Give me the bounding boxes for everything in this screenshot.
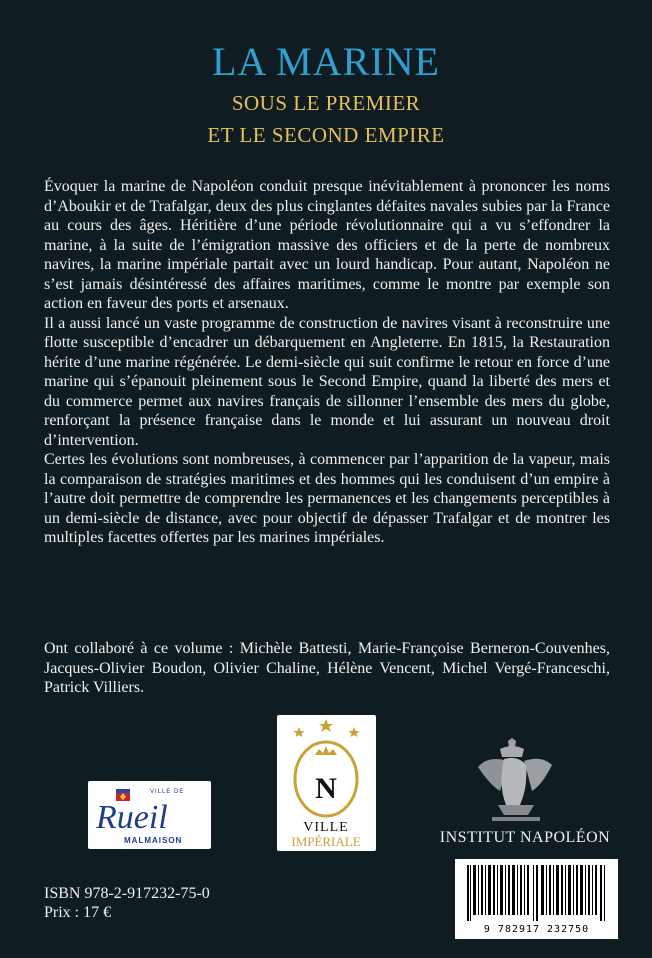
blurb-paragraph-3: Certes les évolutions sont nombreuses, à commencer par l’apparition de la vapeur, mais la comparaison de stratégies maritimes et des hommes qui les conduisent d’un empire à l’autre doit permettre de comprendre les permanences et les changements perceptibles à un demi-siècle de distance, avec pour objectif de dépasser Trafalgar et de montrer les multiples facettes offertes par les marines impériales.: [44, 451, 610, 546]
rueil-malmaison-logo: [88, 781, 211, 849]
barcode-bars-icon: [455, 859, 618, 925]
ville-imperiale-logo: [277, 715, 376, 851]
page-subtitle-2: ET LE SECOND EMPIRE: [207, 123, 445, 147]
barcode-number: 9 782917 232750: [483, 924, 590, 935]
barcode: [455, 859, 618, 939]
blurb: [44, 177, 610, 548]
ville-line1: VILLE: [303, 820, 349, 835]
rueil-main-text: Rueil: [96, 799, 168, 836]
blurb-paragraph-1: Évoquer la marine de Napoléon conduit presque inévitablement à prononcer les noms d’Aboukir et de Trafalgar, deux des plus cinglantes défaites navales subies par la France au cours des âges. Héritière d’une période révolutionnaire qui a vu s’effondrer la marine, à la suite de l’émigration massive des officiers et de la perte de nombreux navires, la marine impériale partait avec un lourd handicap. Pour autant, Napoléon ne s’est jamais désintéressé des affaires maritimes, comme le montre par exemple son action en faveur des ports et arsenaux.: [44, 178, 610, 312]
ville-line2: IMPÉRIALE: [291, 834, 361, 849]
institut-napoleon-label: INSTITUT NAPOLÉON: [439, 829, 611, 846]
collaborators-text: Ont collaboré à ce volume : Michèle Battesti, Marie-Françoise Berneron-Couvenhes, Jacques-Olivier Boudon, Olivier Chaline, Hélène Vencent, Michel Vergé-Franceschi, Patrick Villiers.: [44, 640, 610, 696]
rueil-sub-text: MALMAISON: [124, 836, 183, 845]
star-icon: [319, 719, 333, 732]
price-text: Prix : 17 €: [44, 904, 112, 921]
isbn-text: ISBN 978-2-917232-75-0: [44, 885, 210, 902]
isbn-block: [44, 884, 210, 922]
ville-letter: N: [315, 772, 337, 805]
page-title: LA MARINE: [212, 39, 440, 84]
blurb-paragraph-2: Il a aussi lancé un vaste programme de construction de navires visant à reconstruire une flotte susceptible d’encadrer un débarquement en Angleterre. En 1815, la Restauration hérite d’une marine régénérée. Le demi-siècle qui suit confirme le retour en force d’une marine qui s’épanouit pleinement sous le Second Empire, quand la liberté des mers et du commerce permet aux navires français de sillonner l’ensemble des mers du globe, renforçant la présence française dans le monde et lui assurant un nouveau droit d’intervention.: [44, 314, 610, 449]
rueil-small-text: VILLE DE: [150, 789, 185, 795]
crown-icon: [315, 746, 337, 755]
imperial-eagle-icon: [468, 737, 562, 825]
page-subtitle-1: SOUS LE PREMIER: [231, 91, 421, 115]
